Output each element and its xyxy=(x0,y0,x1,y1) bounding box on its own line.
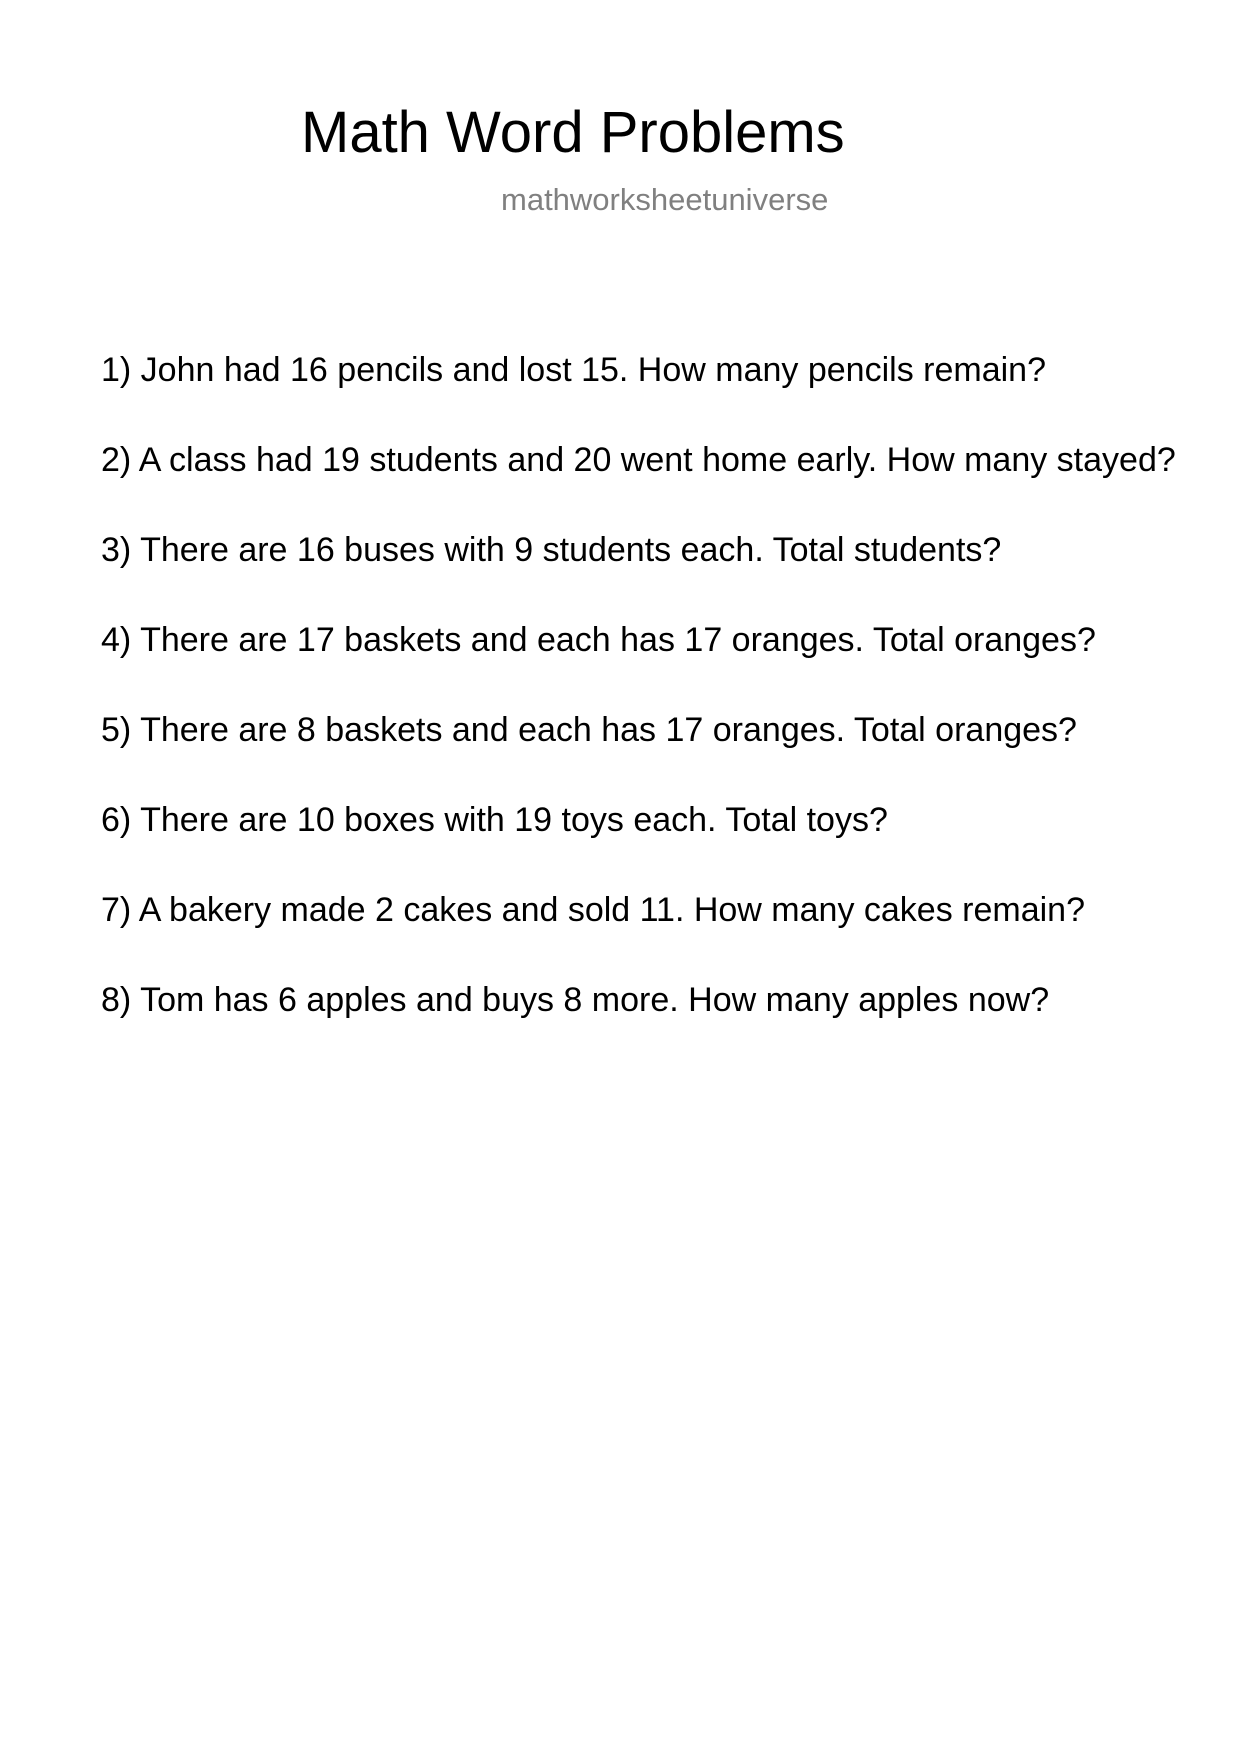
problem-list xyxy=(101,353,1176,1073)
problem-item-6: 6) There are 10 boxes with 19 toys each. Total toys? xyxy=(101,801,888,839)
source-subtitle: mathworksheetuniverse xyxy=(501,182,829,217)
problem-item-5: 5) There are 8 baskets and each has 17 oranges. Total oranges? xyxy=(101,711,1077,749)
problem-item-7: 7) A bakery made 2 cakes and sold 11. How many cakes remain? xyxy=(101,891,1085,929)
problem-item-8: 8) Tom has 6 apples and buys 8 more. How many apples now? xyxy=(101,981,1050,1019)
problem-item-4: 4) There are 17 baskets and each has 17 oranges. Total oranges? xyxy=(101,621,1096,659)
problem-item-3: 3) There are 16 buses with 9 students each. Total students? xyxy=(101,531,1002,569)
page-title: Math Word Problems xyxy=(301,100,845,165)
problem-item-1: 1) John had 16 pencils and lost 15. How many pencils remain? xyxy=(101,351,1046,389)
problem-item-2: 2) A class had 19 students and 20 went home early. How many stayed? xyxy=(101,441,1176,479)
